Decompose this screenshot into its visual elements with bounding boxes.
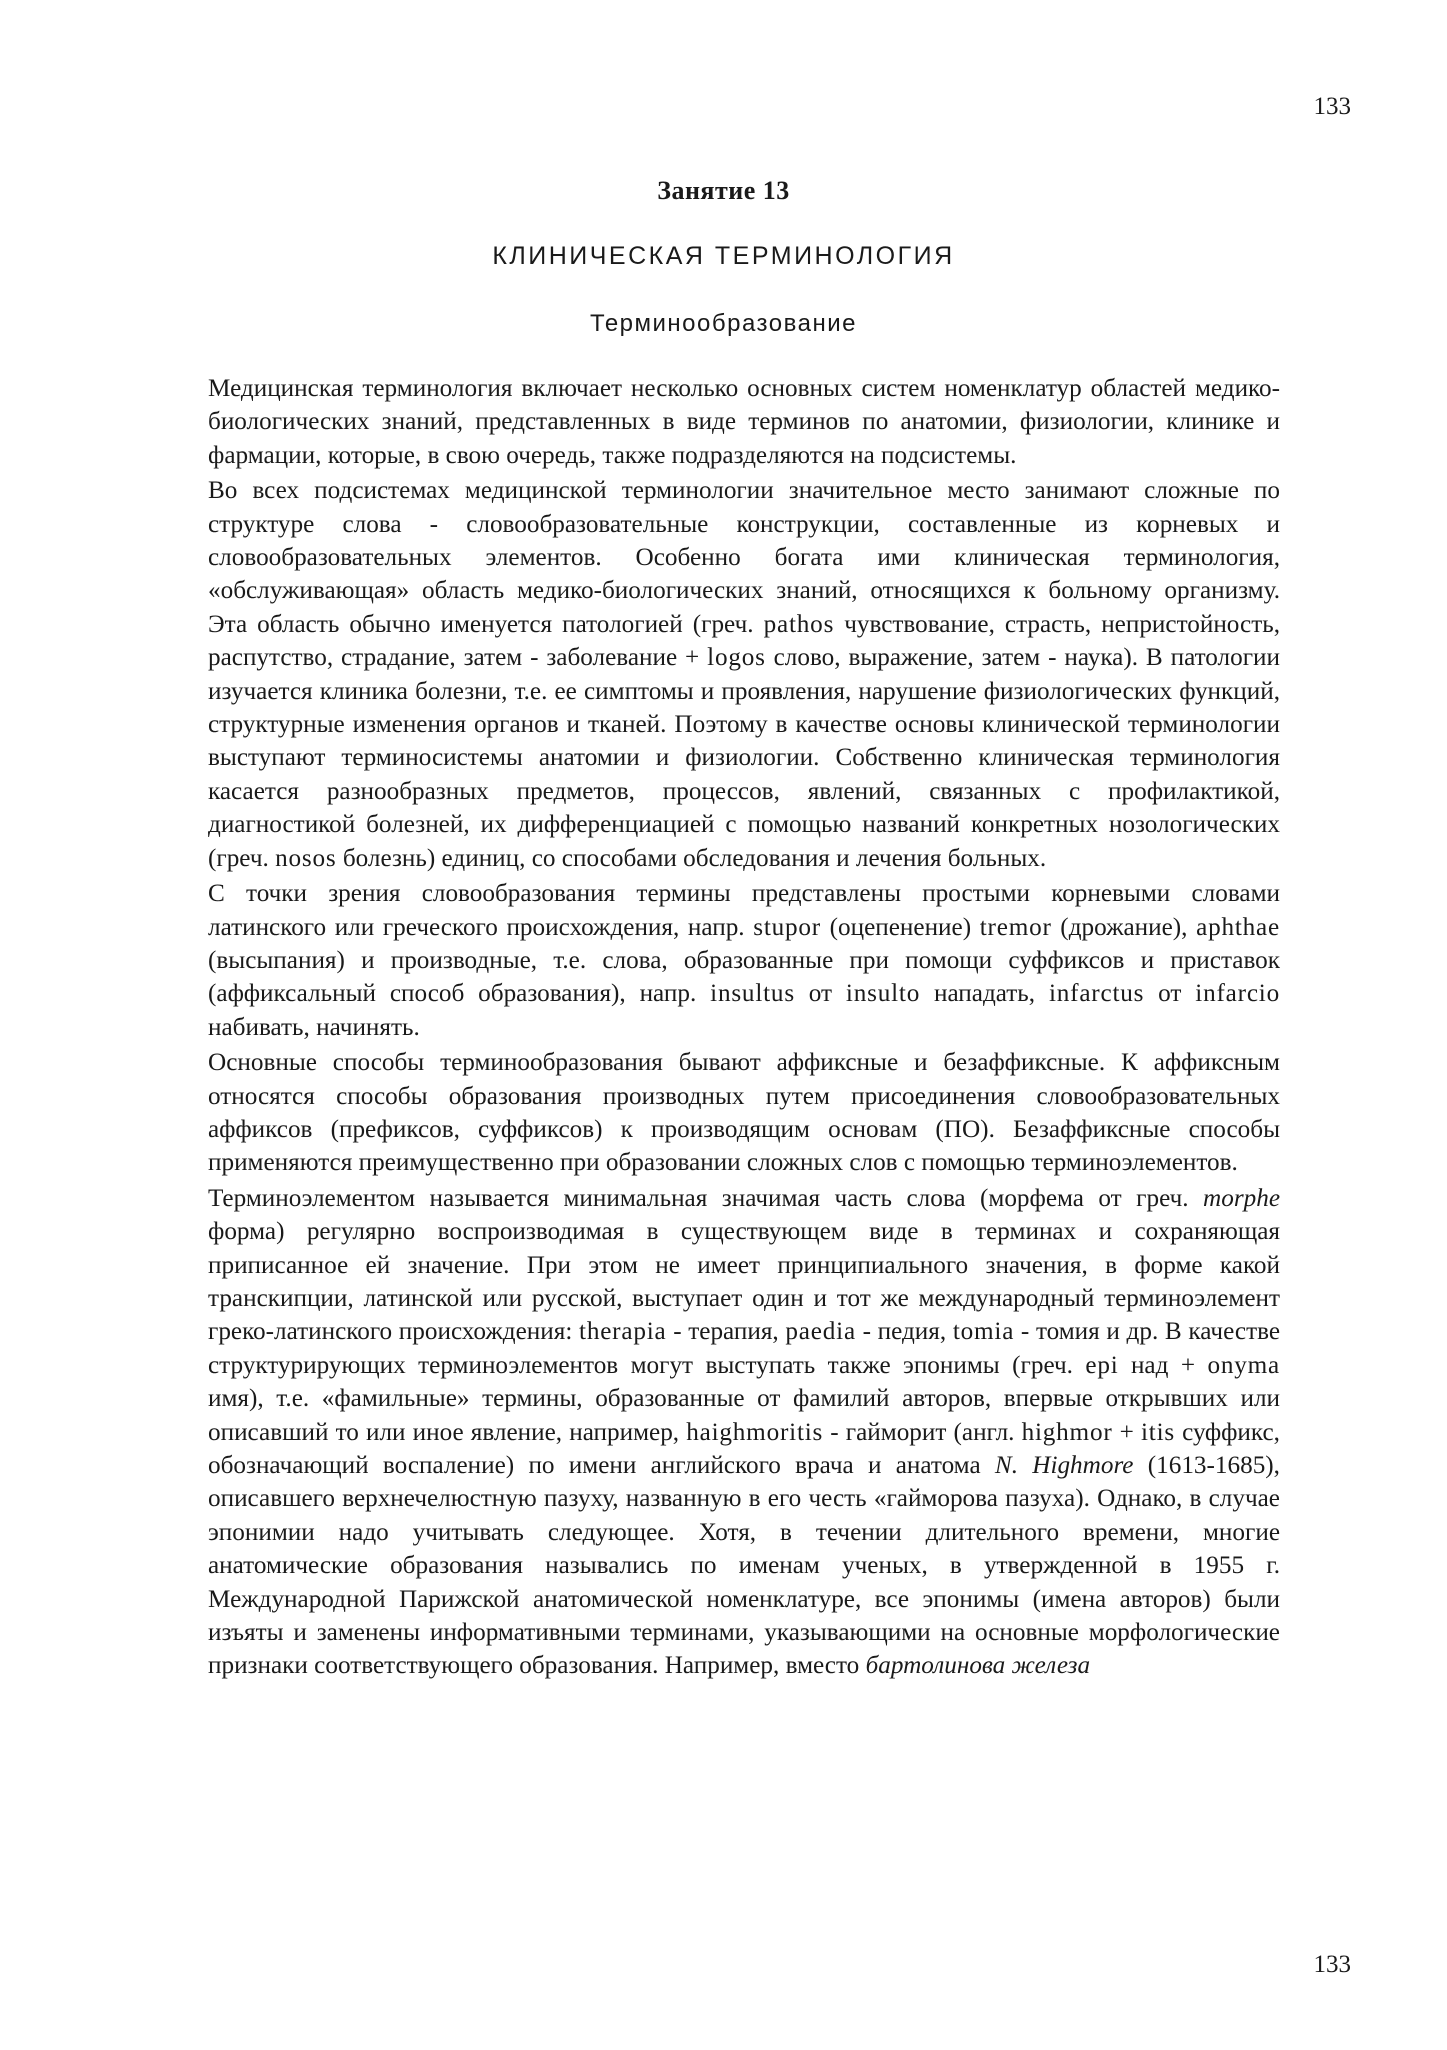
latin-term: insultus (710, 980, 795, 1008)
lesson-title: Занятие 13 (657, 176, 790, 205)
latin-term: epi (1085, 1351, 1119, 1379)
latin-term: aphthae (1196, 913, 1281, 941)
text-segment: - терапия, (666, 1318, 786, 1346)
latin-term: insulto (845, 980, 921, 1008)
text-segment: суффикс, обозначающий воспаление) по имени английского врача и анатома (208, 1418, 1280, 1479)
latin-term: pathos (763, 610, 835, 638)
italic-term: morphe (1203, 1184, 1280, 1212)
text-segment: (оцепенение) (821, 913, 980, 941)
text-segment: - гайморит (англ. (823, 1418, 1022, 1446)
text-segment: чувствование, страсть, непристойность, распутство, страдание, затем - заболевание + (208, 610, 1280, 672)
latin-term: infarcio (1195, 980, 1280, 1008)
text-segment: Во всех подсистемах медицинской терминологии значительное место занимают сложные по структуре слова - словообразовательные конструкции, составленные из корневых и словообразовательных элементов. Особенно богата ими клиническая терминология, «обслуживающая» область медико-биологических знаний, относящихся к больному организму. Эта область обычно именуется патологией (греч. (208, 477, 1280, 638)
text-segment: над + (1118, 1351, 1208, 1379)
text-segment: (высыпания) и производные, т.е. слова, образованные при помощи суффиксов и приставок (аффиксальный способ образования), напр. (208, 946, 1280, 1008)
latin-term: nosos (275, 844, 337, 872)
text-segment: набивать, начинять. (208, 1013, 420, 1041)
paragraph (208, 474, 1280, 875)
paragraph (208, 1182, 1280, 1683)
latin-term: itis (1140, 1418, 1175, 1446)
text-segment: от (1144, 980, 1196, 1008)
latin-term: highmor (1021, 1418, 1113, 1446)
text-segment: - педия, (855, 1318, 953, 1346)
subsection-title: Терминообразование (590, 310, 857, 337)
text-segment: С точки зрения словообразования термины представлены простыми корневыми словами латинского или греческого происхождения, напр. (208, 880, 1280, 941)
italic-term: N. Highmore (994, 1452, 1134, 1479)
latin-term: logos (707, 644, 766, 672)
text-segment: (1613-1685), описавшего верхнечелюстную пазуху, названную в его честь «гайморова пазуха). Однако, в случае эпонимии надо учитывать следующее. Хотя, в течении длительного времени, многие анатомические образования назывались по именам ученых, в утвержденной в 1955 г. Международной Парижской анатомической номенклатуре, все эпонимы (имена авторов) были изъяты и заменены информативными терминами, указывающими на основные морфологические признаки соответствующего образования. Например, вместо (208, 1452, 1280, 1680)
italic-term: бартолинова железа (865, 1652, 1091, 1680)
paragraph (208, 1046, 1280, 1180)
page-number-bottom: 133 (1313, 1951, 1351, 1978)
body-text (208, 372, 1280, 1685)
latin-term: haighmoritis (686, 1418, 824, 1446)
text-segment: Терминоэлементом называется минимальная значимая часть слова (морфема от греч. (208, 1184, 1204, 1212)
text-segment: (дрожание), (1051, 913, 1197, 941)
latin-term: tomia (952, 1318, 1015, 1346)
text-segment: болезнь) единиц, со способами обследования и лечения больных. (336, 844, 1047, 872)
latin-term: paedia (785, 1318, 856, 1346)
text-segment: от (794, 980, 846, 1008)
text-segment: нападать, (920, 980, 1049, 1008)
text-segment: Медицинская терминология включает несколько основных систем номенклатур областей медико-биологических знаний, представленных в виде терминов по анатомии, физиологии, клинике и фармации, которые, в свою очередь, также подразделяются на подсистемы. (208, 375, 1280, 469)
latin-term: tremor (979, 913, 1052, 941)
text-segment: слово, выражение, затем - наука). В патологии изучается клиника болезни, т.е. ее симптомы и проявления, нарушение физиологических функций, структурные изменения органов и тканей. Поэтому в качестве основы клинической терминологии выступают терминосистемы анатомии и физиологии. Собственно клиническая терминология касается разнообразных предметов, процессов, явлений, связанных с профилактикой, диагностикой болезней, их дифференциацией с помощью названий конкретных нозологических (греч. (208, 644, 1280, 872)
section-title: КЛИНИЧЕСКАЯ ТЕРМИНОЛОГИЯ (492, 242, 955, 270)
text-segment: + (1112, 1418, 1141, 1446)
latin-term: infarctus (1048, 980, 1145, 1008)
latin-term: stupor (753, 913, 821, 941)
text-segment: форма) регулярно воспроизводимая в существующем виде в терминах и сохраняющая приписанное ей значение. При этом не имеет принципиального значения, в форме какой транскипции, латинской или русской, выступает один и тот же международный терминоэлемент греко-латинского происхождения: (208, 1218, 1280, 1346)
text-segment: - томия и др. В качестве структурирующих терминоэлементов могут выступать также эпонимы (греч. (208, 1318, 1281, 1379)
latin-term: therapia (579, 1318, 667, 1346)
latin-term: onyma (1207, 1351, 1280, 1379)
page-number-top: 133 (1313, 93, 1351, 120)
paragraph (208, 877, 1280, 1044)
text-segment: Основные способы терминообразования бывают аффиксные и безаффиксные. К аффиксным относятся способы образования производных путем присоединения словообразовательных аффиксов (префиксов, суффиксов) к производящим основам (ПО). Безаффиксные способы применяются преимущественно при образовании сложных слов с помощью терминоэлементов. (208, 1049, 1280, 1177)
paragraph (208, 372, 1280, 472)
text-segment: имя), т.е. «фамильные» термины, образованные от фамилий авторов, впервые открывших или описавший то или иное явление, например, (208, 1385, 1280, 1446)
